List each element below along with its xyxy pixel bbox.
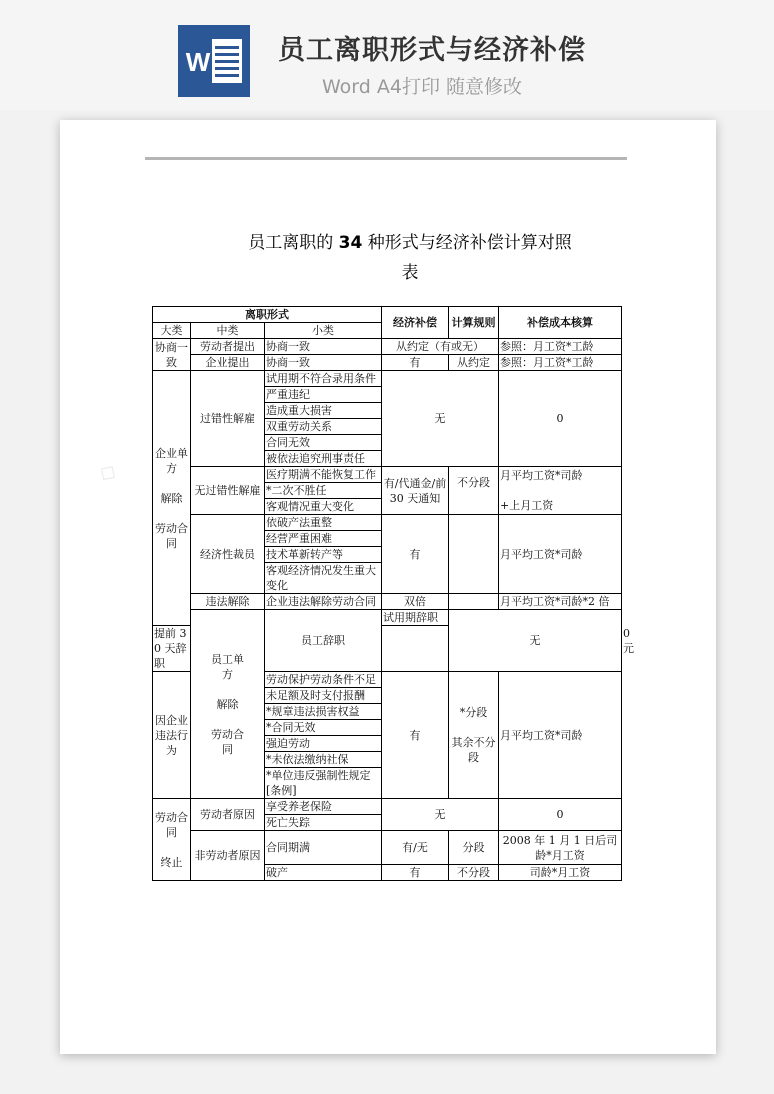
mid-category: 非劳动者原因 [191,831,265,881]
comp-cell: 有 [382,865,449,881]
comp-cell: 有 [382,672,449,799]
cost-cell: 月平均工资*司龄 [499,672,622,799]
document-title [210,228,610,288]
comp-cell: 无 [449,610,622,672]
small-category: 技术革新转产等 [265,547,382,563]
small-category: 合同期满 [265,831,382,865]
small-category: 破产 [265,865,382,881]
table-row [153,339,622,355]
small-category: *未依法缴纳社保 [265,752,382,768]
small-category: 协商一致 [265,355,382,371]
rule-cell: 从约定 [449,355,499,371]
cost-cell: 参照：月工资*工龄 [499,355,622,371]
header-small: 小类 [265,323,382,339]
mid-category: 企业提出 [191,355,265,371]
table-row [153,594,622,610]
cost-cell: 0 [499,799,622,831]
comp-cell: 有/无 [382,831,449,865]
small-category: 企业违法解除劳动合同 [265,594,382,610]
table-row: 员工单 方 解除 劳动合 同 员工辞职 试用期辞职 无 0 元 [153,610,622,626]
big-category: 协商一致 [153,339,191,371]
cost-cell: 0 [499,371,622,467]
big-category-employer: 企业单 方 解除 劳动合 同 [153,371,191,626]
banner-header [0,0,774,110]
header-rule: 计算规则 [449,307,499,339]
cost-cell: 月平均工资*司龄 +上月工资 [499,467,622,515]
table-header-row [153,307,622,323]
mid-category: 违法解除 [191,594,265,610]
title-part1: 员工离职的 [248,233,339,253]
header-form: 离职形式 [153,307,382,323]
word-icon-letter: W [185,47,211,77]
table-row [153,799,622,815]
small-category: 经营严重困难 [265,531,382,547]
rule-cell: 不分段 [449,865,499,881]
rule-cell [449,594,499,610]
small-category: 提前 30 天辞职 [153,626,191,672]
banner-title: 员工离职形式与经济补偿 [278,35,586,66]
small-category: 严重违纪 [265,387,382,403]
comp-cell: 无 [382,799,499,831]
small-category: 死亡失踪 [265,815,382,831]
table-row [153,831,622,865]
small-category: 被依法追究刑事责任 [265,451,382,467]
header-big: 大类 [153,323,191,339]
title-line2: 表 [401,263,419,283]
watermark: ◇ [94,457,123,488]
mid-category: 劳动者提出 [191,339,265,355]
small-category: 试用期辞职 [382,610,449,626]
small-category: 强迫劳动 [265,736,382,752]
banner-subtitle: Word A4打印 随意修改 [322,76,523,98]
small-category: 双重劳动关系 [265,419,382,435]
cost-cell: 司龄*月工资 [499,865,622,881]
comp-cell: 无 [382,371,499,467]
cost-cell: 参照：月工资*工龄 [499,339,622,355]
rule-cell [449,515,499,594]
small-category: *二次不胜任 [265,483,382,499]
rule-cell: 分段 [449,831,499,865]
comp-cell: 有/代通金/前 30 天通知 [382,467,449,515]
table-row [153,467,622,483]
title-number: 34 [338,233,363,253]
cost-cell: 月平均工资*司龄*2 倍 [499,594,622,610]
table-row [153,371,622,387]
small-category: *合同无效 [265,720,382,736]
top-rule [145,157,627,160]
small-category: 未足额及时支付报酬 [265,688,382,704]
rule-cell: *分段 其余不分段 [449,672,499,799]
big-category-employee: 员工单 方 解除 劳动合 同 [191,610,265,799]
table-row [153,515,622,531]
cost-cell: 2008 年 1 月 1 日后司龄*月工资 [499,831,622,865]
mid-category: 过错性解雇 [191,371,265,467]
small-category: 依破产法重整 [265,515,382,531]
word-icon [178,25,250,97]
comp-cell: 从约定（有或无） [382,339,499,355]
title-part2: 种形式与经济补偿计算对照 [362,233,572,253]
big-category-termination: 劳动合 同 终止 [153,799,191,881]
mid-category: 无过错性解雇 [191,467,265,515]
header-cost: 补偿成本核算 [499,307,622,339]
header-comp: 经济补偿 [382,307,449,339]
comp-cell: 双倍 [382,594,449,610]
small-category: *规章违法损害权益 [265,704,382,720]
small-category: 享受养老保险 [265,799,382,815]
small-category: 试用期不符合录用条件 [265,371,382,387]
cost-cell: 月平均工资*司龄 [499,515,622,594]
mid-category: 经济性裁员 [191,515,265,594]
small-category: 协商一致 [265,339,382,355]
comp-cell: 有 [382,515,449,594]
mid-category: 员工辞职 [265,610,382,672]
comp-cell: 有 [382,355,449,371]
small-category: 合同无效 [265,435,382,451]
small-category: 客观经济情况发生重大变化 [265,563,382,594]
small-category: 劳动保护劳动条件不足 [265,672,382,688]
small-category: 造成重大损害 [265,403,382,419]
mid-category: 劳动者原因 [191,799,265,831]
rule-cell: 不分段 [449,467,499,515]
table-row [153,355,622,371]
small-category: *单位违反强制性规定[条例] [265,768,382,799]
small-category: 客观情况重大变化 [265,499,382,515]
small-category: 医疗期满不能恢复工作 [265,467,382,483]
document-page [60,120,716,1054]
header-mid: 中类 [191,323,265,339]
compensation-table [152,306,635,881]
mid-category: 因企业违法行为 [153,672,191,799]
